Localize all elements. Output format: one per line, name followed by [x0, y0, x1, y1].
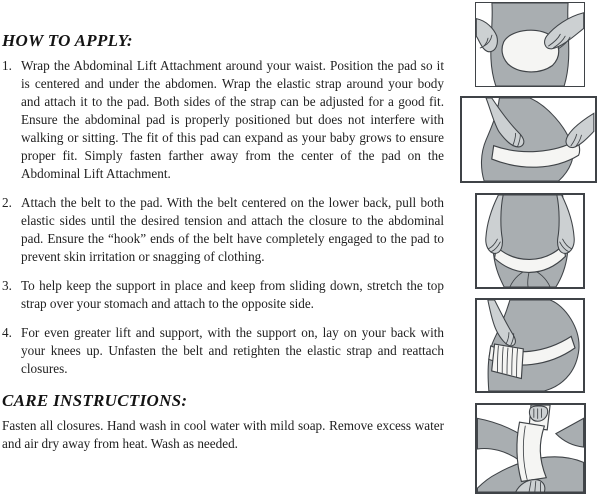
illustration-step-3 [475, 193, 585, 289]
step-text: To help keep the support in place and keep from sliding down, stretch the top strap over your stomach and attach to the opposite side. [21, 278, 444, 311]
how-to-apply-heading: HOW TO APPLY: [2, 31, 133, 50]
instructions-column [2, 31, 444, 453]
step-number: 3. [2, 278, 12, 293]
illustration-step-1 [475, 2, 585, 87]
illustration-step-2 [460, 96, 597, 183]
step-item-1 [2, 57, 444, 183]
step-number: 1. [2, 58, 12, 73]
step-text: Attach the belt to the pad. With the belt centered on the lower back, pull both elastic sides until the desired tension and attach the closure to the abdominal pad. Ensure the “hook” ends of the belt have completely engaged to the pad to prevent skin irritation or snagging of clothing. [21, 195, 444, 264]
position-pad-under-abdomen-figure-icon [476, 3, 584, 86]
step-text: For even greater lift and support, with the support on, lay on your back with your knees up. Unfasten the belt and retighten the elastic strap and reattach closures. [21, 325, 444, 376]
step-number: 4. [2, 325, 12, 340]
illustration-step-5 [475, 403, 586, 494]
wrap-elastic-strap-figure-icon [462, 98, 595, 181]
lying-down-refasten-figure-icon [477, 405, 584, 492]
step-item-4 [2, 324, 444, 378]
step-text: Wrap the Abdominal Lift Attachment around your waist. Position the pad so it is centered and under the abdomen. Wrap the elastic strap around your body and attach it to the pad. Both sides of the strap can be adjusted for a good fit. Ensure the abdominal pad is properly positioned but does not interfere with walking or sitting. The fit of this pad can expand as your baby grows to ensure proper fit. Simply fasten farther away from the center of the pad on the Abdominal Lift Attachment. [21, 58, 444, 181]
step-number: 2. [2, 195, 12, 210]
pull-belt-ends-front-figure-icon [477, 195, 583, 287]
attach-elastic-side-figure-icon [477, 300, 583, 391]
care-instructions-heading: CARE INSTRUCTIONS: [2, 391, 188, 410]
step-item-3 [2, 277, 444, 313]
care-instructions-text: Fasten all closures. Hand wash in cool water with mild soap. Remove excess water and air dry away from heat. Wash as needed. [2, 418, 444, 451]
illustration-step-4 [475, 298, 585, 393]
step-item-2 [2, 194, 444, 266]
